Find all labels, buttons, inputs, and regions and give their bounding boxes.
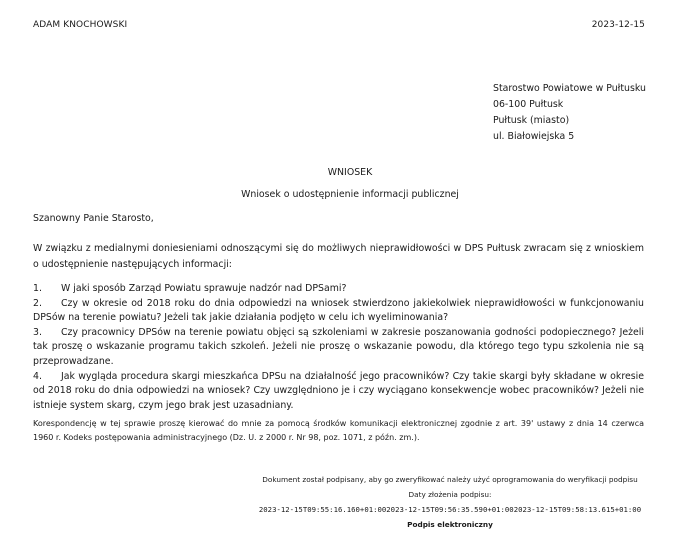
recipient-address bbox=[493, 81, 646, 145]
list-item bbox=[33, 370, 644, 414]
list-item bbox=[33, 297, 644, 326]
document-date: 2023-12-15 bbox=[591, 20, 645, 30]
greeting: Szanowny Panie Starosto, bbox=[33, 213, 154, 224]
list-item-number: 2. bbox=[33, 297, 42, 309]
list-item-text: Czy w okresie od 2018 roku do dnia odpowiedzi na wniosek stwierdzono jakiekolwiek nieprawidłowości w funkcjonowaniu DPSów na terenie powiatu? Jeżeli tak jakie działania podjęto w celu ich wyeliminowania? bbox=[33, 297, 644, 324]
recipient-line-street: ul. Białowiejska 5 bbox=[493, 131, 575, 142]
recipient-line-city: Pułtusk (miasto) bbox=[493, 115, 570, 126]
signature-label: Podpis elektroniczny bbox=[407, 520, 493, 529]
list-item-number: 4. bbox=[33, 370, 42, 382]
question-list bbox=[33, 282, 644, 413]
signature-note: Dokument został podpisany, aby go zweryfikować należy użyć oprogramowania do weryfikacji podpisu bbox=[262, 475, 638, 484]
list-item bbox=[33, 326, 644, 370]
correspondence-note: Korespondencję w tej sprawie proszę kierować do mnie za pomocą środków komunikacji elektronicznej zgodnie z art. 39' ustawy z dnia 14 czerwca 1960 r. Kodeks postępowania administracyjnego (Dz. U. z 2000 r. Nr 98, poz. 1071, z późn. zm.). bbox=[33, 419, 644, 442]
signature-dates: 2023-12-15T09:55:16.160+01:002023-12-15T09:56:35.590+01:002023-12-15T09:58:13.615+01:00 bbox=[258, 505, 642, 514]
list-item-text: Jak wygląda procedura skargi mieszkańca DPSu na działalność jego pracowników? Czy takie skargi były składane w okresie od 2018 roku do dnia odpowiedzi na wniosek? Czy uwzględniono je i czy wyciągano konsekwencje wobec pracowników? Jeżeli nie istnieje system skarg, czym jego brak jest uzasadniany. bbox=[33, 370, 644, 411]
list-item-number: 3. bbox=[33, 326, 42, 338]
recipient-line-office: Starostwo Powiatowe w Pułtusku bbox=[493, 83, 646, 94]
list-item bbox=[33, 282, 644, 297]
document-subtitle: Wniosek o udostępnienie informacji publicznej bbox=[241, 189, 459, 200]
list-item-number: 1. bbox=[33, 283, 42, 294]
recipient-line-postal: 06-100 Pułtusk bbox=[493, 99, 564, 110]
signature-date-label: Daty złożenia podpisu: bbox=[408, 490, 492, 499]
list-item-text: Czy pracownicy DPSów na terenie powiatu objęci są szkoleniami w zakresie poszanowania godności podopiecznego? Jeżeli tak proszę o wskazanie programu takich szkoleń. Jeżeli nie proszę o wskazanie powodu, dla którego tego typu szkolenia nie są przeprowadzane. bbox=[33, 326, 644, 367]
list-item-text: W jaki sposób Zarząd Powiatu sprawuje nadzór nad DPSami? bbox=[61, 283, 347, 294]
author-name: ADAM KNOCHOWSKI bbox=[33, 20, 128, 30]
document-title: WNIOSEK bbox=[327, 167, 373, 178]
intro-paragraph: W związku z medialnymi doniesieniami odnoszącymi się do możliwych nieprawidłowości w DPS Pułtusk zwracam się z wnioskiem o udostępnienie następujących informacji: bbox=[33, 243, 644, 270]
